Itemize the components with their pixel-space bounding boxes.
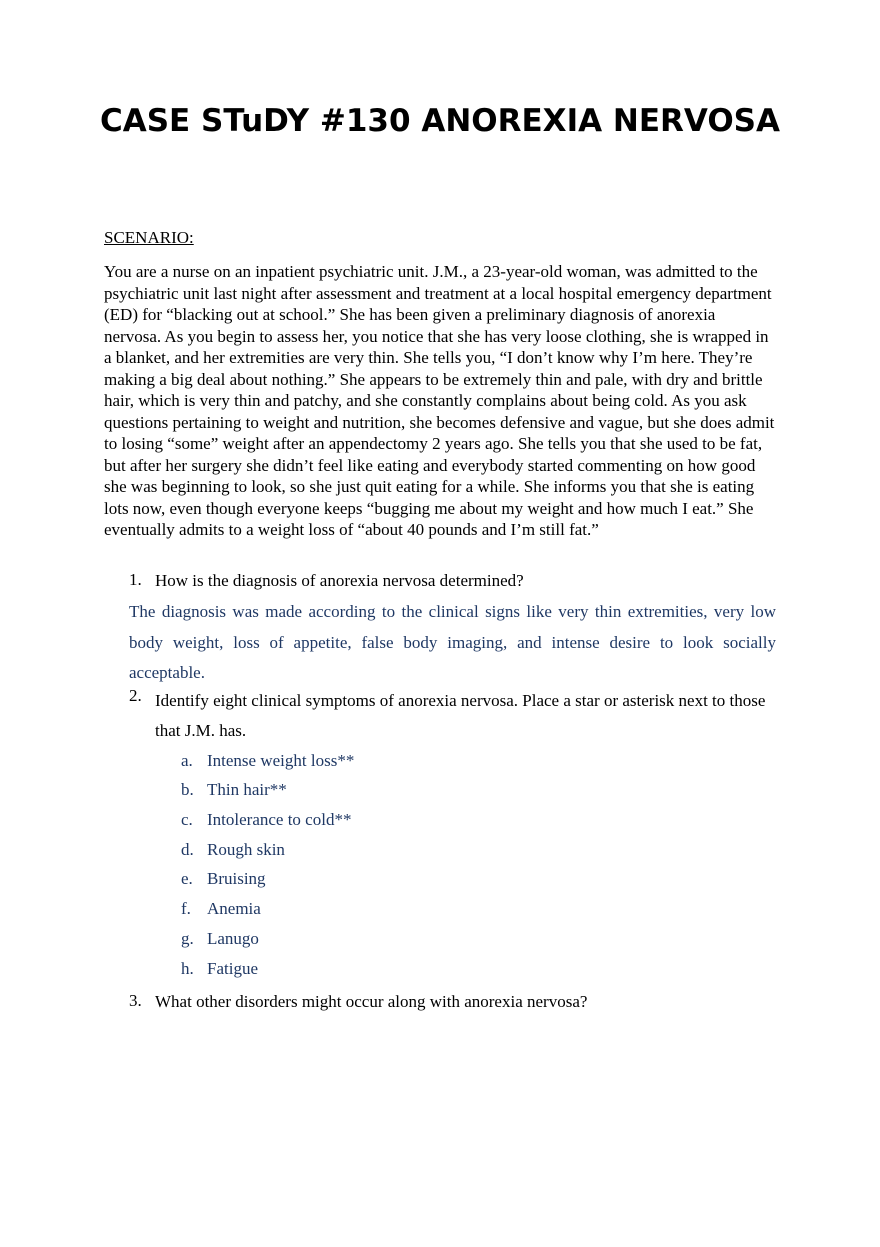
symptom-text: Intense weight loss** [207, 751, 355, 770]
symptom-text: Anemia [207, 899, 261, 918]
symptom-letter: d. [181, 840, 194, 859]
symptom-letter: a. [181, 751, 193, 770]
symptom-letter: f. [181, 899, 191, 918]
question-3-number: 3. [129, 991, 142, 1010]
symptom-letter: g. [181, 929, 194, 948]
question-2-text: Identify eight clinical symptoms of anorexia nervosa. Place a star or asterisk next to those that J.M. has. [155, 691, 766, 740]
symptom-letter: c. [181, 810, 193, 829]
symptom-letter: b. [181, 780, 194, 799]
symptom-text: Fatigue [207, 959, 258, 978]
symptom-text: Lanugo [207, 929, 259, 948]
symptom-letter: e. [181, 869, 193, 888]
symptom-text: Bruising [207, 869, 266, 888]
question-1-number: 1. [129, 570, 142, 589]
answer-1: The diagnosis was made according to the clinical signs like very thin extremities, very low body weight, loss of appetite, false body imaging, and intense desire to look socially acceptable. [129, 602, 776, 682]
scenario-label: SCENARIO: [104, 228, 194, 247]
symptom-text: Intolerance to cold** [207, 810, 352, 829]
symptom-text: Thin hair** [207, 780, 287, 799]
question-2-number: 2. [129, 686, 142, 705]
document-title: CASE STuDY #130 ANOREXIA NERVOSA [99, 103, 781, 139]
question-1-text: How is the diagnosis of anorexia nervosa determined? [155, 571, 524, 590]
question-3-text: What other disorders might occur along with anorexia nervosa? [155, 992, 588, 1011]
scenario-paragraph: You are a nurse on an inpatient psychiatric unit. J.M., a 23-year-old woman, was admitted to the psychiatric unit last night after assessment and treatment at a local hospital emergency department (ED) for “blacking out at school.” She has been given a preliminary diagnosis of anorexia nervosa. As you begin to assess her, you notice that she has very loose clothing, she is wrapped in a blanket, and her extremities are very thin. She tells you, “I don’t know why I’m here. They’re making a big deal about nothing.” She appears to be extremely thin and pale, with dry and brittle hair, which is very thin and patchy, and she constantly complains about being cold. As you ask questions pertaining to weight and nutrition, she becomes defensive and vague, but she does admit to losing “some” weight after an appendectomy 2 years ago. She tells you that she used to be fat, but after her surgery she didn’t feel like eating and everybody started commenting on how good she was beginning to look, so she just quit eating for a while. She informs you that she is eating lots now, even though everyone keeps “bugging me about my weight and how much I eat.” She eventually admits to a weight loss of “about 40 pounds and I’m still fat.” [104, 262, 775, 539]
symptom-text: Rough skin [207, 840, 285, 859]
symptom-letter: h. [181, 959, 194, 978]
